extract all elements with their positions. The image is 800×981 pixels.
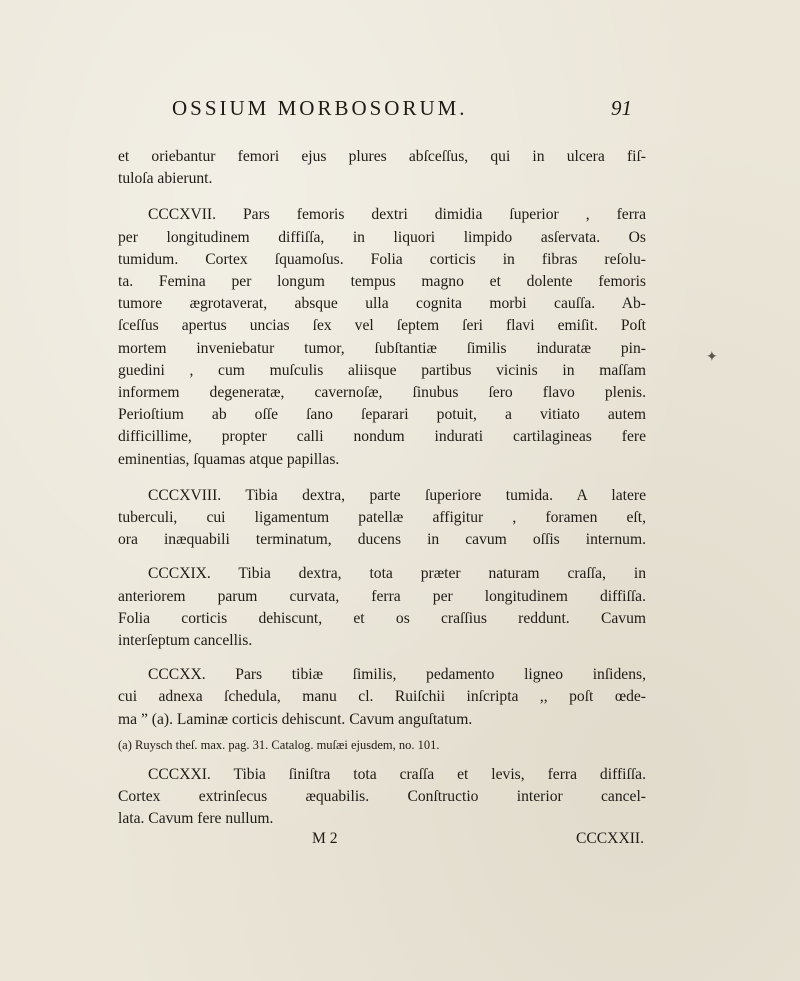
paragraph-cccxix <box>118 563 646 652</box>
text-line: tuloſa abierunt. <box>118 170 213 188</box>
text-line: informem degeneratæ, cavernoſæ, ſinubus ſero flavo plenis. <box>118 384 646 402</box>
catchword: CCCXXII. <box>575 830 644 848</box>
page-number: 91 <box>611 96 632 120</box>
text-line: lata. Cavum fere nullum. <box>118 810 274 828</box>
text-line: ſceſſus apertus uncias ſex vel ſeptem ſeri flavi emiſit. Poſt <box>118 317 646 335</box>
text-line: guedini , cum muſculis aliisque partibus vicinis in maſſam <box>118 361 646 379</box>
text-line: Perioſtium ab oſſe ſano ſeparari potuit, a vitiato autem <box>118 406 646 424</box>
text-line: anteriorem parum curvata, ferra per longitudinem diffiſſa. <box>118 587 646 605</box>
page-header <box>172 96 632 122</box>
paragraph <box>118 146 646 190</box>
text-line: tumore ægrotaverat, absque ulla cognita morbi cauſſa. Ab- <box>118 295 646 313</box>
text-line: interſeptum cancellis. <box>118 632 253 650</box>
text-line: tumidum. Cortex ſquamoſus. Folia corticis in fibras reſolu- <box>118 250 646 268</box>
paragraph-cccxvii <box>118 204 646 470</box>
footnote: (a) Ruysch theſ. max. pag. 31. Catalog. muſæi ejusdem, no. 101. <box>118 737 440 752</box>
text-line: CCCXIX. Tibia dextra, tota præter naturam craſſa, in <box>148 565 646 583</box>
running-title: OSSIUM MORBOSORUM. <box>172 96 468 120</box>
text-line: ta. Femina per longum tempus magno et dolente femoris <box>118 273 646 291</box>
text-line: CCCXX. Pars tibiæ ſimilis, pedamento ligneo inſidens, <box>148 666 646 684</box>
text-line: mortem inveniebatur tumor, ſubſtantiæ ſimilis induratæ pin- <box>118 339 646 357</box>
margin-ornament-icon: ✦ <box>706 350 718 365</box>
text-line: eminentias, ſquamas atque papillas. <box>118 450 340 468</box>
text-line: et oriebantur femori ejus plures abſceſſus, qui in ulcera fiſ- <box>118 148 646 165</box>
paragraph-cccxx <box>118 664 646 731</box>
text-line: cui adnexa ſchedula, manu cl. Ruiſchii inſcripta ,, poſt œde- <box>118 688 646 706</box>
text-line: CCCXXI. Tibia ſiniſtra tota craſſa et levis, ferra diffiſſa. <box>148 765 646 783</box>
text-line: ora inæquabili terminatum, ducens in cavum oſſis internum. <box>118 531 646 549</box>
text-line: tuberculi, cui ligamentum patellæ affigitur , foramen eſt, <box>118 509 646 527</box>
text-line: Folia corticis dehiscunt, et os craſſius reddunt. Cavum <box>118 609 646 627</box>
body-text <box>118 146 646 852</box>
text-line: ma ” (a). Laminæ corticis dehiscunt. Cavum anguſtatum. <box>118 710 473 728</box>
text-line: difficillime, propter calli nondum indurati cartilagineas fere <box>118 428 646 446</box>
text-line: CCCXVIII. Tibia dextra, parte ſuperiore tumida. A latere <box>148 486 646 504</box>
paragraph-cccxviii <box>118 485 646 552</box>
signature-mark: M 2 <box>312 830 338 848</box>
text-line: CCCXVII. Pars femoris dextri dimidia ſuperior , ferra <box>148 206 646 224</box>
text-line: per longitudinem diffiſſa, in liquori limpido asſervata. Os <box>118 228 646 246</box>
page-footer <box>118 830 646 852</box>
paragraph-cccxxi <box>118 764 646 831</box>
text-line: Cortex extrinſecus æquabilis. Conſtructio interior cancel- <box>118 788 646 806</box>
